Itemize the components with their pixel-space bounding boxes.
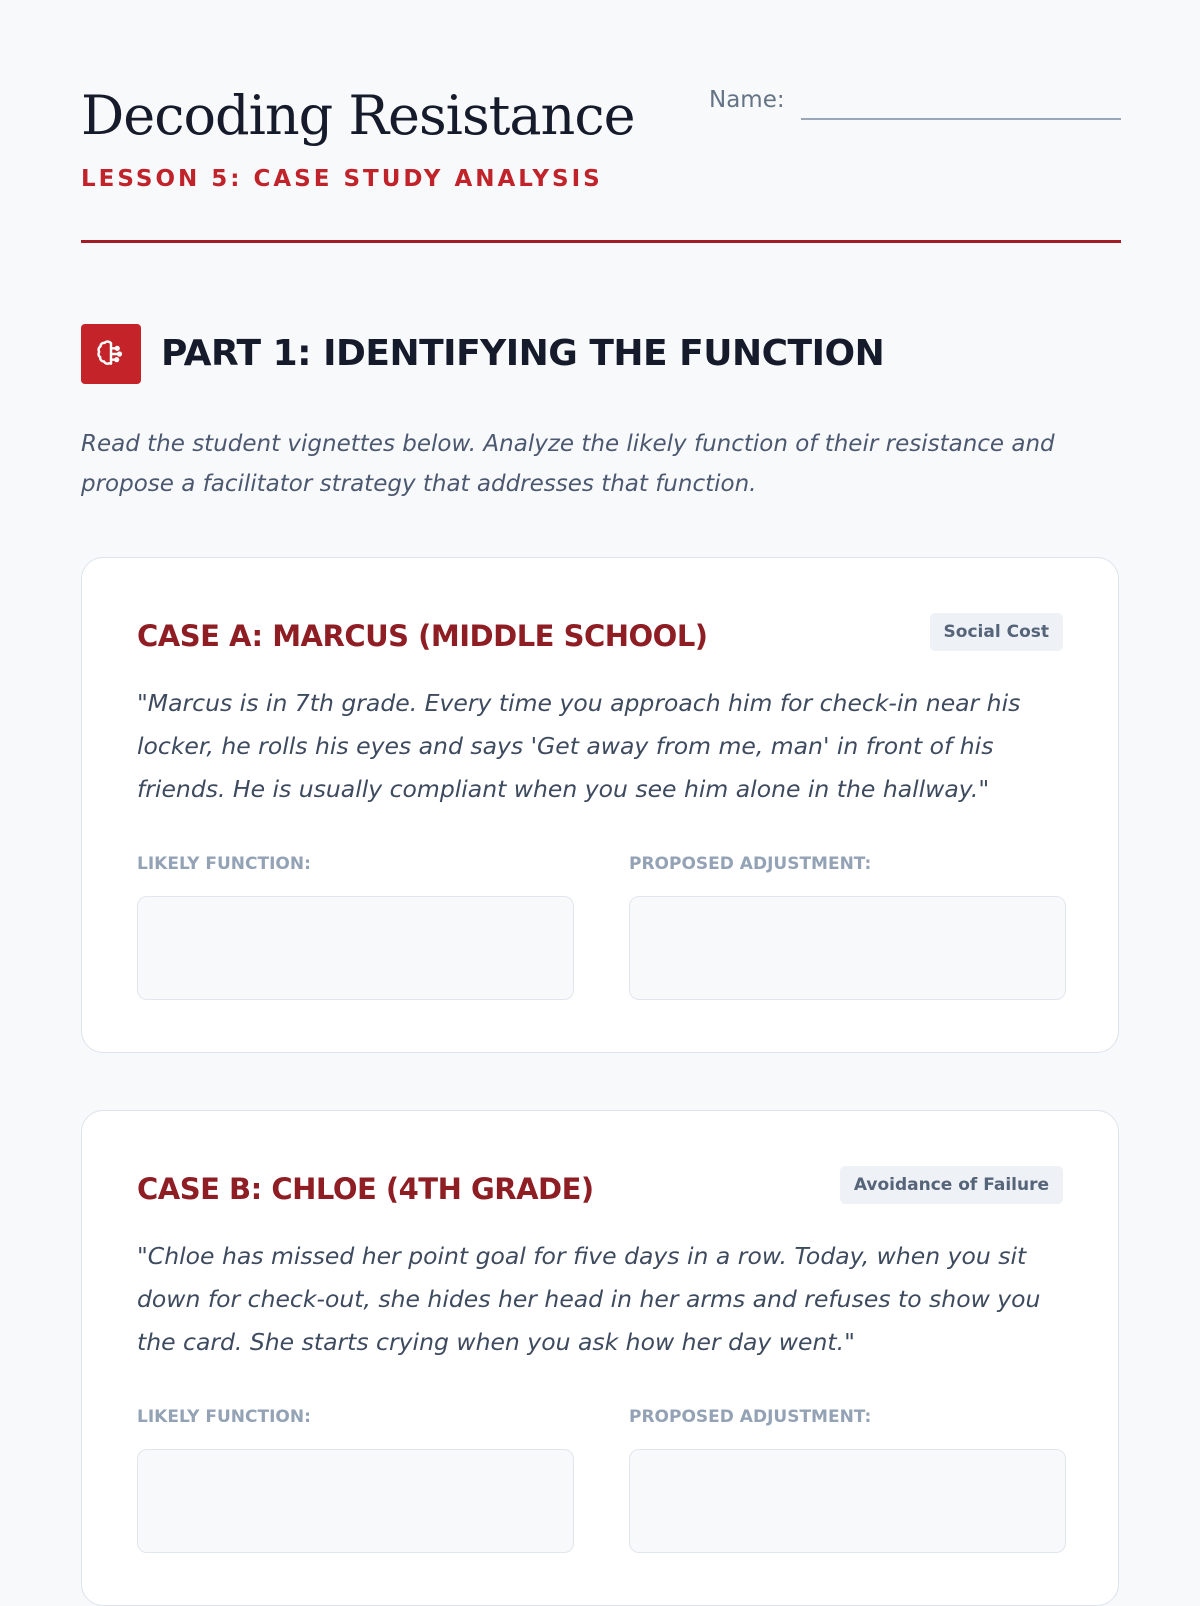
- case-vignette: "Marcus is in 7th grade. Every time you approach him for check-in near his locker, he rolls his eyes and says 'Get away from me, man' in front of his friends. He is usually compliant when you see him alone in the hallway.": [137, 689, 1021, 803]
- part1-title: PART 1: IDENTIFYING THE FUNCTION: [161, 333, 885, 374]
- page-title: Decoding Resistance: [81, 84, 635, 147]
- lesson-subtitle: LESSON 5: CASE STUDY ANALYSIS: [81, 166, 603, 192]
- name-label: Name:: [709, 87, 785, 113]
- part1-instructions: Read the student vignettes below. Analyze the likely function of their resistance and propose a facilitator strategy that addresses that function.: [81, 431, 1055, 497]
- case-title: CASE A: MARCUS (MIDDLE SCHOOL): [137, 619, 708, 653]
- case-title: CASE B: CHLOE (4TH GRADE): [137, 1172, 594, 1206]
- brain-icon: [81, 324, 141, 384]
- proposed-adjustment-input[interactable]: [629, 896, 1066, 1000]
- proposed-adjustment-input[interactable]: [629, 1449, 1066, 1553]
- proposed-adjustment-label: PROPOSED ADJUSTMENT:: [629, 854, 872, 874]
- case-tag: Social Cost: [930, 613, 1063, 651]
- likely-function-input[interactable]: [137, 1449, 574, 1553]
- name-field[interactable]: [801, 118, 1121, 120]
- likely-function-input[interactable]: [137, 896, 574, 1000]
- proposed-adjustment-label: PROPOSED ADJUSTMENT:: [629, 1407, 872, 1427]
- worksheet-header: [81, 80, 1121, 244]
- likely-function-label: LIKELY FUNCTION:: [137, 1407, 311, 1427]
- case-tag: Avoidance of Failure: [840, 1166, 1063, 1204]
- case-card-b: [81, 1110, 1119, 1606]
- case-vignette: "Chloe has missed her point goal for five days in a row. Today, when you sit down for check-out, she hides her head in her arms and refuses to show you the card. She starts crying when you ask how her day went.": [137, 1242, 1041, 1356]
- case-card-a: [81, 557, 1119, 1053]
- likely-function-label: LIKELY FUNCTION:: [137, 854, 311, 874]
- header-divider: [81, 240, 1121, 243]
- part1-heading: [81, 324, 1121, 384]
